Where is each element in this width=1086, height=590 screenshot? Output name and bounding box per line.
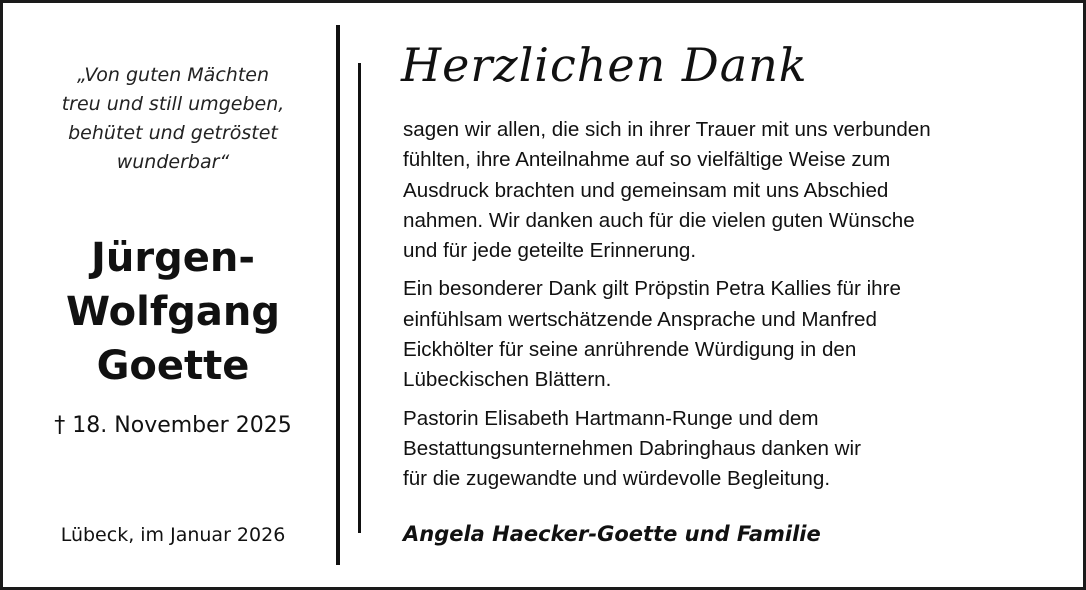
paragraph (403, 115, 1043, 266)
text-line: fühlten, ihre Anteilnahme auf so vielfältige Weise zum (403, 148, 891, 172)
text-line: Pastorin Elisabeth Hartmann-Runge und dem (403, 406, 819, 430)
quote-line: wunderbar“ (116, 151, 230, 173)
text-line: Eickhölter für seine anrührende Würdigung in den (403, 338, 857, 362)
text-line: nahmen. Wir danken auch für die vielen guten Wünsche (403, 208, 915, 232)
quote-line: treu und still umgeben, (61, 93, 285, 115)
text-line: und für jede geteilte Erinnerung. (403, 239, 697, 263)
paragraph (403, 404, 1043, 495)
place-and-date: Lübeck, im Januar 2026 (60, 524, 286, 546)
signature: Angela Haecker-Goette und Familie (403, 522, 821, 546)
deceased-name (23, 231, 323, 393)
text-line: sagen wir allen, die sich in ihrer Trauer mit uns verbunden (403, 118, 931, 141)
name-line: Goette (96, 343, 250, 389)
vertical-divider-secondary (358, 63, 361, 533)
text-line: für die zugewandte und würdevolle Begleitung. (403, 467, 831, 491)
paragraph (403, 274, 1043, 395)
name-line: Wolfgang (65, 289, 281, 335)
bible-quote (23, 61, 323, 177)
thanks-heading: Herzlichen Dank (401, 38, 808, 92)
thanks-text (403, 115, 1043, 503)
name-line: Jürgen- (91, 235, 255, 281)
text-line: Ein besonderer Dank gilt Pröpstin Petra Kallies für ihre (403, 277, 901, 301)
text-line: Bestattungsunternehmen Dabringhaus danken wir (403, 436, 861, 460)
death-date: † 18. November 2025 (54, 413, 292, 438)
text-line: einfühlsam wertschätzende Ansprache und Manfred (403, 307, 877, 331)
vertical-divider (336, 25, 340, 565)
text-line: Lübeckischen Blättern. (403, 368, 612, 392)
quote-line: „Von guten Mächten (76, 64, 269, 86)
quote-line: behütet und getröstet (68, 122, 278, 144)
text-line: Ausdruck brachten und gemeinsam mit uns Abschied (403, 178, 889, 202)
